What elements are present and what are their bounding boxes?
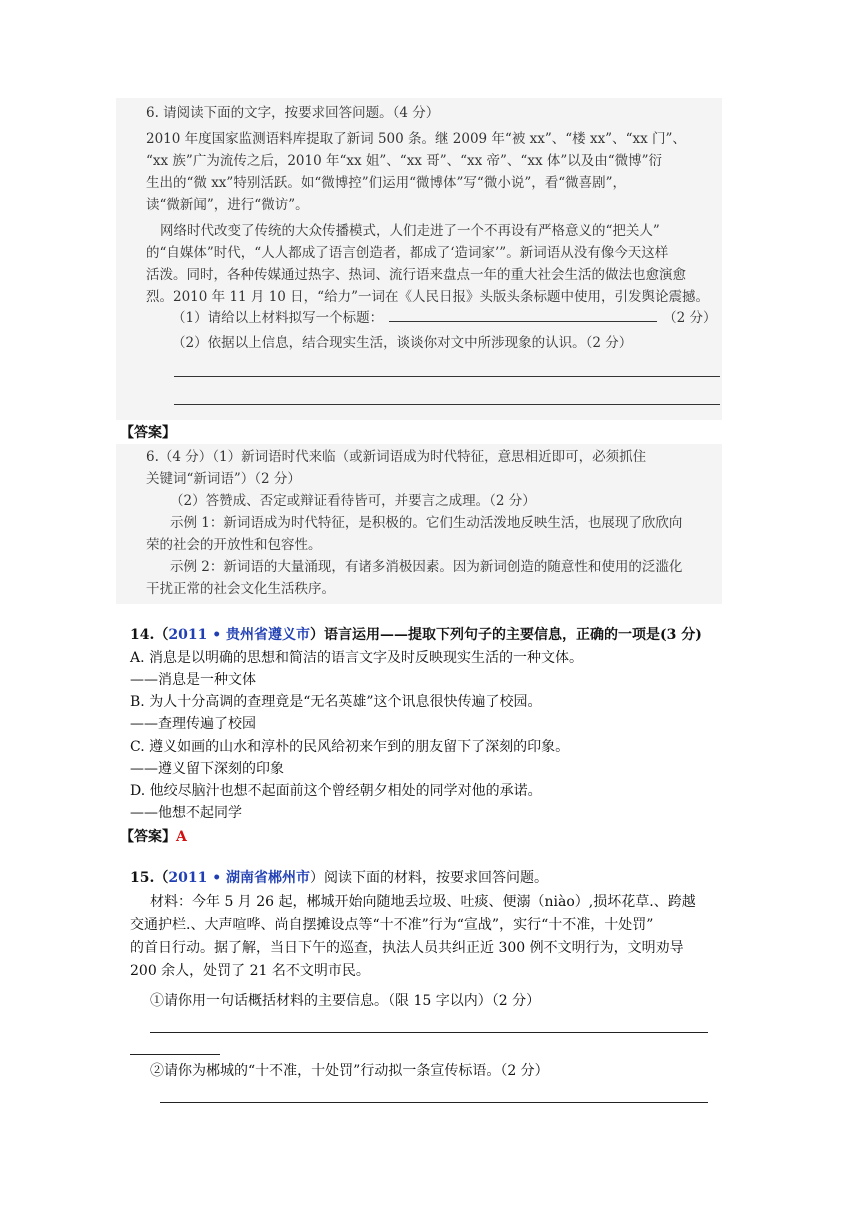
answer-blank-line <box>130 1054 220 1055</box>
option-b: B. 为人十分高调的查理竟是“无名英雄”这个讯息很快传遍了校园。 <box>130 694 542 710</box>
paragraph-line: 网络时代改变了传统的大众传播模式，人们走进了一个不再设有严格意义的“把关人” <box>160 223 660 239</box>
material-line: 的首日行动。据了解，当日下午的巡查，执法人员共纠正近 300 例不文明行为，文明劝导 <box>130 940 684 956</box>
paragraph-line: 活泼。同时，各种传媒通过热字、热词、流行语来盘点一年的重大社会生活的做法也愈演愈 <box>146 267 686 283</box>
answer-blank-line <box>174 376 720 377</box>
answer-line: 干扰正常的社会文化生活秩序。 <box>146 581 335 597</box>
option-d: D. 他绞尽脑汁也想不起面前这个曾经朝夕相处的同学对他的承诺。 <box>130 783 542 799</box>
question-15-item-2: ②请你为郴城的“十不准，十处罚”行动拟一条宣传标语。（2 分） <box>150 1063 549 1079</box>
sub-question-1 <box>172 308 716 327</box>
answer-line: 关键词“新词语”）（2 分） <box>146 471 301 487</box>
sub-question-1-label: （1）请给以上材料拟写一个标题： <box>172 310 384 326</box>
sub-question-2: （2）依据以上信息，结合现实生活，谈谈你对文中所涉现象的认识。（2 分） <box>172 335 633 351</box>
answer-line: 示例 2：新词语的大量涌现，有诸多消极因素。因为新词创造的随意性和使用的泛滥化 <box>170 559 683 575</box>
sub-question-1-score: （2 分） <box>663 310 717 326</box>
paragraph-line: “xx 族”广为流传之后，2010 年“xx 姐”、“xx 哥”、“xx 帝”、“xx 体”以及由“微博”衍 <box>146 153 663 169</box>
paragraph-line: 2010 年度国家监测语料库提取了新词 500 条。继 2009 年“被 xx”、“楼 xx”、“xx 门”、 <box>146 131 686 147</box>
material-line: 200 余人，处罚了 21 名不文明市民。 <box>130 963 370 979</box>
question-6-title: 6. 请阅读下面的文字，按要求回答问题。（4 分） <box>146 105 440 121</box>
material-line: 交通护栏.、大声喧哗、尚自摆摊设点等“十不准”行为“宣战”，实行“十不准，十处罚” <box>130 917 654 933</box>
title-answer-blank <box>389 308 657 322</box>
option-a-answer: ——消息是一种文体 <box>130 672 256 688</box>
question-14-heading <box>130 625 702 645</box>
option-a: A. 消息是以明确的思想和简洁的语言文字及时反映现实生活的一种文体。 <box>130 650 584 666</box>
paragraph-line: 的“自媒体”时代，“人人都成了语言创造者，都成了‘造词家’”。新词语从没有像今天这样 <box>146 245 669 261</box>
question-15-heading <box>130 868 548 888</box>
paragraph-line: 读“微新闻”，进行“微访”。 <box>146 197 309 213</box>
question-number: 14.（ <box>130 627 169 643</box>
question-14-answer <box>120 827 187 847</box>
answer-tag: 【答案】 <box>120 829 176 845</box>
paragraph-line: 烈。2010 年 11 月 10 日，“给力”一词在《人民日报》头版头条标题中使用，引发舆论震撼。 <box>146 289 709 305</box>
scanned-answer-image <box>116 444 722 604</box>
option-c-answer: ——遵义留下深刻的印象 <box>130 761 284 777</box>
question-title: ）阅读下面的材料，按要求回答问题。 <box>310 870 549 886</box>
answer-value: A <box>176 829 187 845</box>
paragraph-line: 生出的“微 xx”特别活跃。如“微博控”们运用“微博体”写“微小说”，看“微喜剧”， <box>146 175 627 191</box>
option-b-answer: ——查理传遍了校园 <box>130 716 256 732</box>
answer-blank-line <box>160 1102 708 1103</box>
option-d-answer: ——他想不起同学 <box>130 805 242 821</box>
question-title: ）语言运用——提取下列句子的主要信息，正确的一项是(3 分) <box>310 627 702 643</box>
answer-line: 6.（4 分）（1）新词语时代来临（或新词语成为时代特征，意思相近即可，必须抓住 <box>146 449 647 465</box>
question-number: 15.（ <box>130 870 169 886</box>
answer-blank-line <box>150 1032 708 1033</box>
source-link[interactable]: 2011 • 贵州省遵义市 <box>168 627 311 643</box>
option-c: C. 遵义如画的山水和淳朴的民风给初来乍到的朋友留下了深刻的印象。 <box>130 739 570 755</box>
material-line: 材料：今年 5 月 26 起，郴城开始向随地丢垃圾、吐痰、便溺（niào）,损坏花草.、跨越 <box>150 894 696 910</box>
answer-line: （2）答赞成、否定或辩证看待皆可，并要言之成理。（2 分） <box>170 493 536 509</box>
scanned-question-image <box>116 98 722 420</box>
question-15-item-1: ①请你用一句话概括材料的主要信息。（限 15 字以内）（2 分） <box>150 993 541 1009</box>
answer-line: 荣的社会的开放性和包容性。 <box>146 537 322 553</box>
answer-line: 示例 1：新词语成为时代特征，是积极的。它们生动活泼地反映生活，也展现了欣欣向 <box>170 515 683 531</box>
source-link[interactable]: 2011 • 湖南省郴州市 <box>168 870 311 886</box>
answer-blank-line <box>174 404 720 405</box>
answer-tag: 【答案】 <box>120 425 176 441</box>
